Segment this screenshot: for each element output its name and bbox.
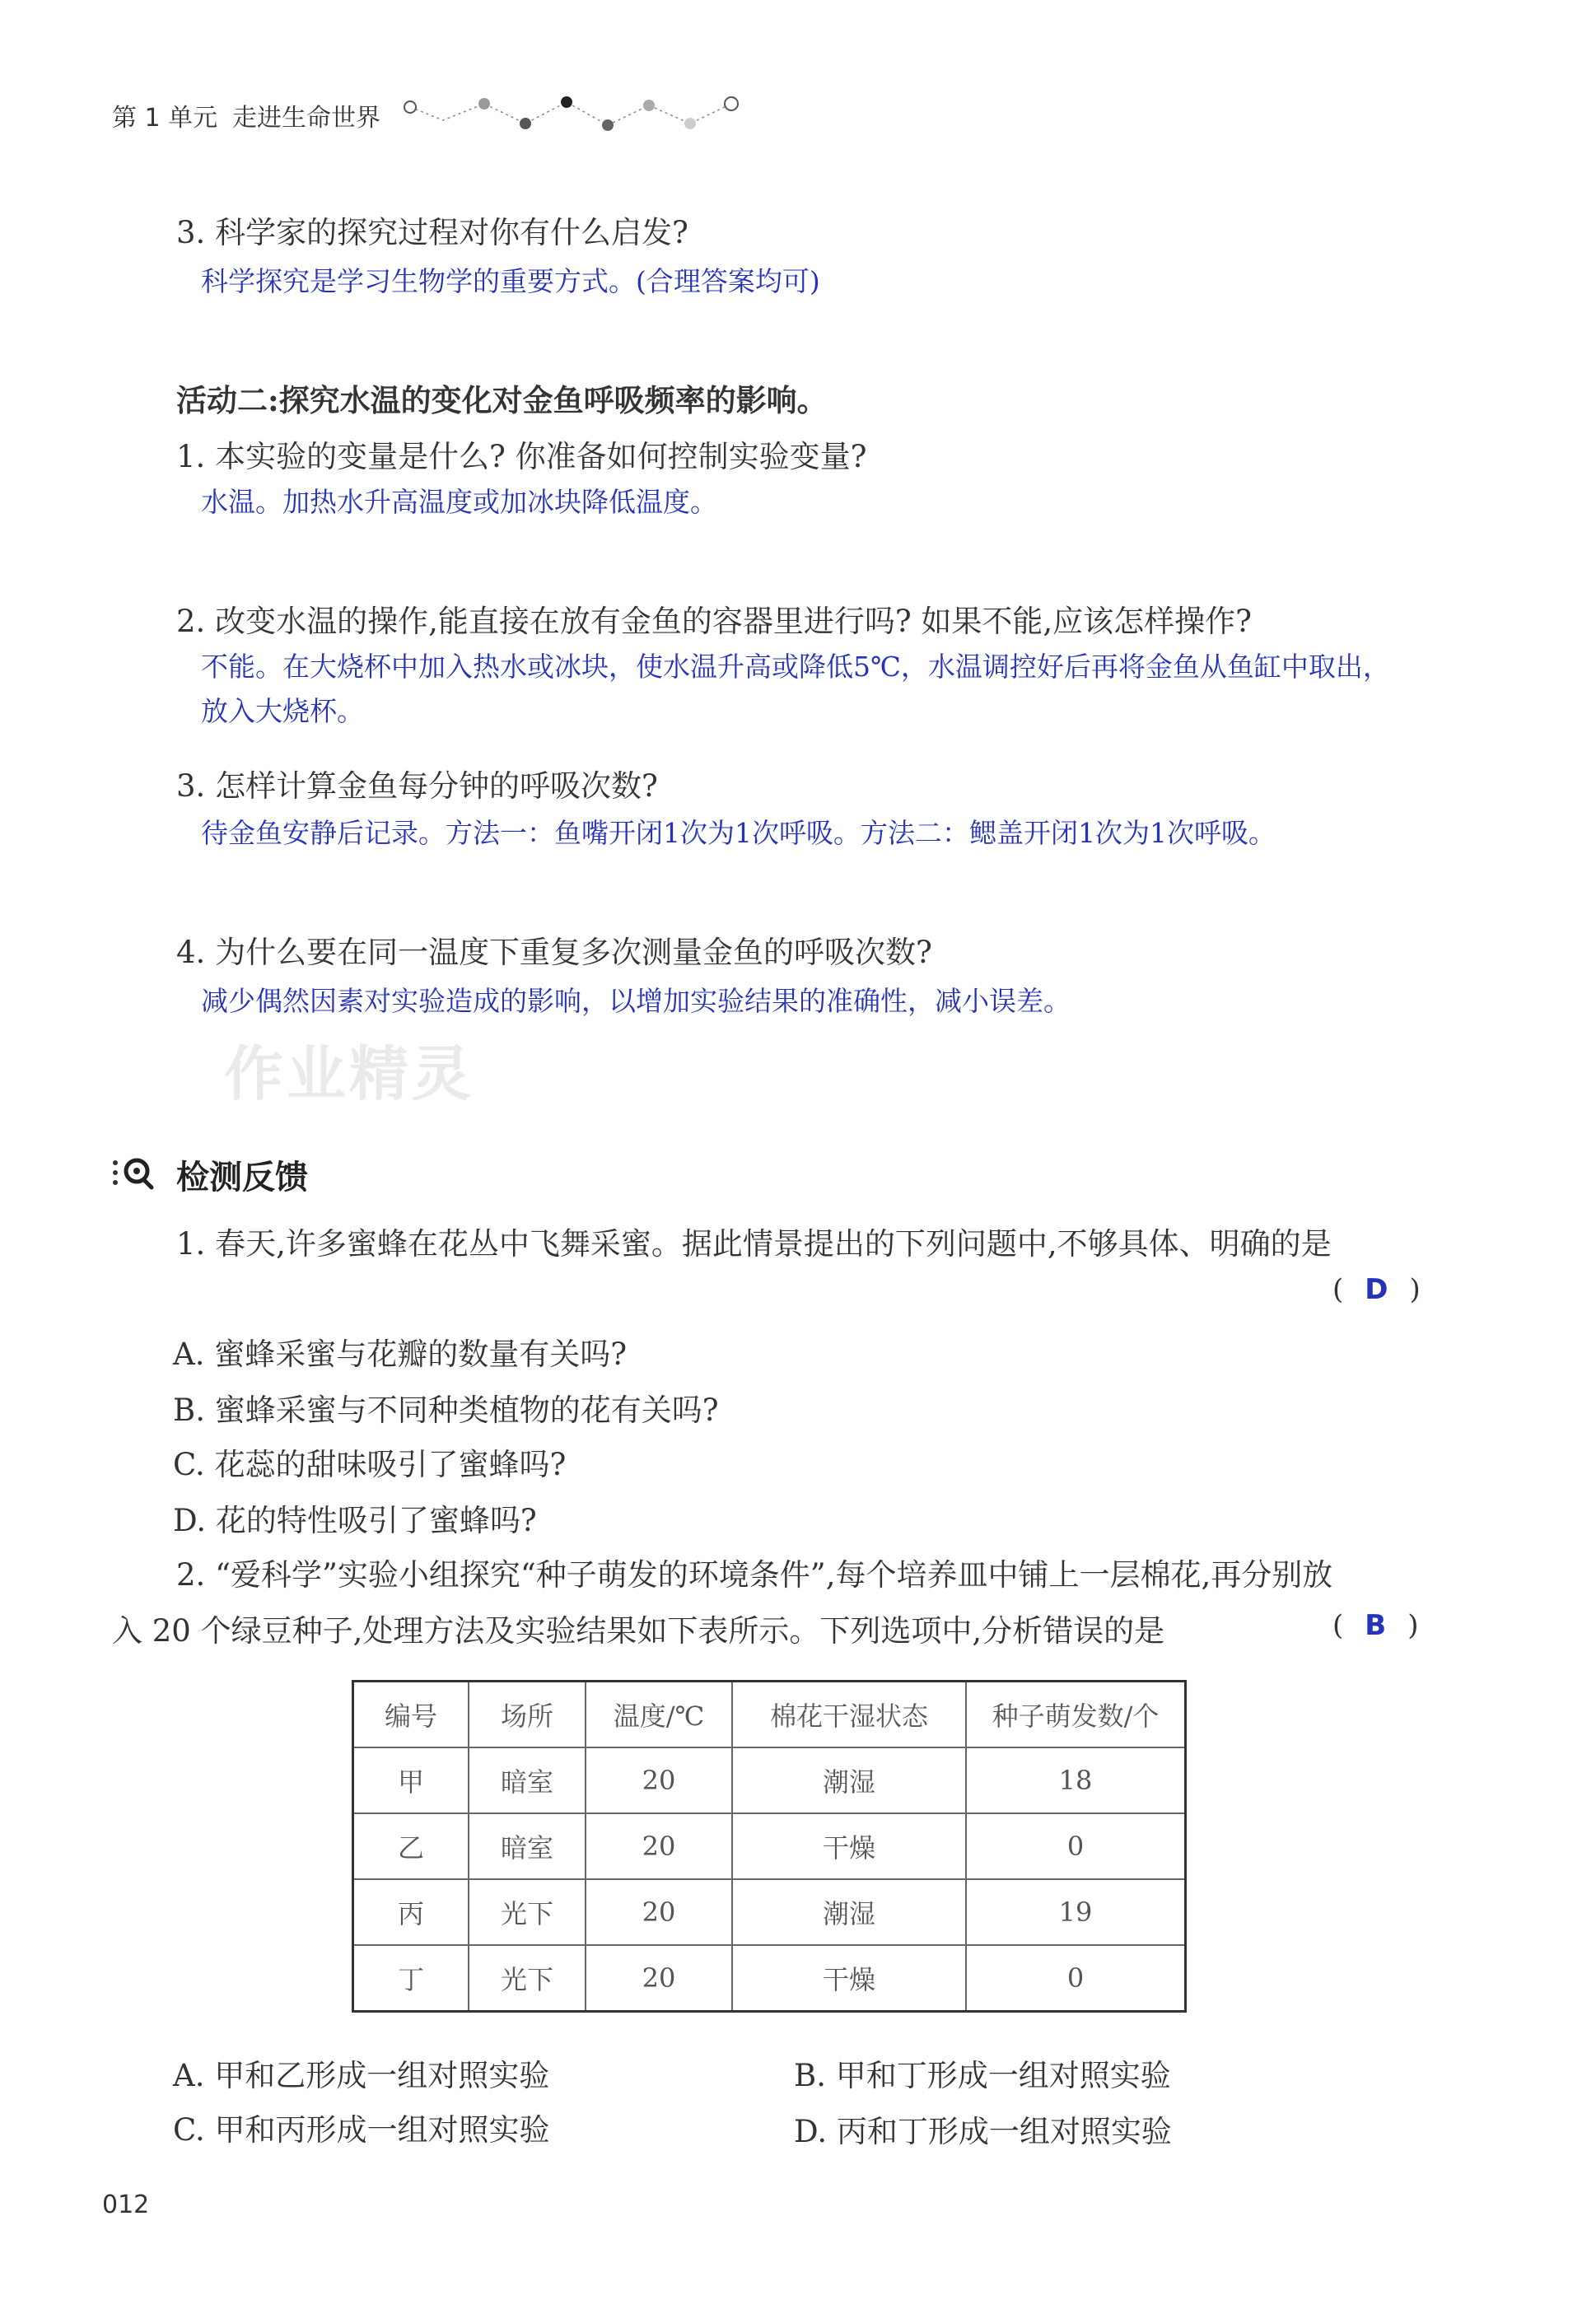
table-cell: 暗室 xyxy=(469,1813,586,1879)
activity-title: 活动二:探究水温的变化对金鱼呼吸频率的影响。 xyxy=(176,382,828,418)
question-text: 1. 本实验的变量是什么? 你准备如何控制实验变量? xyxy=(176,439,867,474)
experiment-table xyxy=(352,1680,1187,2013)
answer-text: 不能。在大烧杯中加入热水或冰块，使水温升高或降低5℃，水温调控好后再将金鱼从鱼缸中取出， xyxy=(201,651,1390,683)
table-row xyxy=(353,1945,1186,2012)
question-text: 4. 为什么要在同一温度下重复多次测量金鱼的呼吸次数? xyxy=(176,935,932,970)
table-cell: 19 xyxy=(966,1879,1186,1945)
table-cell: 潮湿 xyxy=(732,1747,966,1813)
answer-letter: B xyxy=(1365,1609,1387,1642)
table-header-row xyxy=(353,1682,1186,1748)
option-d: D. 花的特性吸引了蜜蜂吗? xyxy=(173,1503,537,1538)
table-cell: 0 xyxy=(966,1813,1186,1879)
table-cell: 暗室 xyxy=(469,1747,586,1813)
page-number: 012 xyxy=(102,2190,150,2219)
table-cell: 18 xyxy=(966,1747,1186,1813)
option-b: B. 蜜蜂采蜜与不同种类植物的花有关吗? xyxy=(173,1393,719,1428)
question-text: 入 20 个绿豆种子,处理方法及实验结果如下表所示。下列选项中,分析错误的是 xyxy=(112,1613,1165,1649)
table-row xyxy=(353,1879,1186,1945)
option-a: A. 甲和乙形成一组对照实验 xyxy=(173,2058,550,2093)
option-c: C. 甲和丙形成一组对照实验 xyxy=(173,2112,550,2148)
table-cell: 干燥 xyxy=(732,1945,966,2012)
table-cell: 20 xyxy=(586,1879,732,1945)
magnifier-icon xyxy=(110,1151,160,1192)
table-cell: 20 xyxy=(586,1747,732,1813)
question-text: 3. 科学家的探究过程对你有什么启发? xyxy=(176,215,688,250)
question-text: 2. “爱科学”实验小组探究“种子萌发的环境条件”,每个培养皿中铺上一层棉花,再分别放 xyxy=(176,1557,1333,1593)
answer-text: 待金鱼安静后记录。方法一：鱼嘴开闭1次为1次呼吸。方法二：鳃盖开闭1次为1次呼吸。 xyxy=(201,817,1276,849)
table-header-cell: 场所 xyxy=(469,1682,586,1748)
answer-text: 放入大烧杯。 xyxy=(201,695,364,727)
answer-text: 科学探究是学习生物学的重要方式。(合理答案均可) xyxy=(201,265,820,297)
table-header-cell: 温度/℃ xyxy=(586,1682,732,1748)
question-text: 3. 怎样计算金鱼每分钟的呼吸次数? xyxy=(176,768,658,804)
table-cell: 20 xyxy=(586,1945,732,2012)
option-b: B. 甲和丁形成一组对照实验 xyxy=(794,2058,1171,2093)
table-cell: 甲 xyxy=(353,1747,469,1813)
table-header-cell: 种子萌发数/个 xyxy=(966,1682,1186,1748)
answer-text: 减少偶然因素对实验造成的影响，以增加实验结果的准确性，减小误差。 xyxy=(201,985,1071,1017)
answer-text: 水温。加热水升高温度或加冰块降低温度。 xyxy=(201,486,717,518)
option-d: D. 丙和丁形成一组对照实验 xyxy=(794,2114,1172,2149)
table-cell: 潮湿 xyxy=(732,1879,966,1945)
table-cell: 干燥 xyxy=(732,1813,966,1879)
answer-bracket: ( B ) xyxy=(1332,1609,1419,1642)
unit-label: 第 1 单元 xyxy=(112,104,218,133)
unit-title: 走进生命世界 xyxy=(232,104,380,133)
table-cell: 光下 xyxy=(469,1879,586,1945)
option-a: A. 蜜蜂采蜜与花瓣的数量有关吗? xyxy=(173,1337,628,1372)
table-header-cell: 编号 xyxy=(353,1682,469,1748)
watermark: 作业精灵 xyxy=(224,1039,475,1108)
table-header-cell: 棉花干湿状态 xyxy=(732,1682,966,1748)
header-dots-decoration xyxy=(402,89,748,138)
table-cell: 乙 xyxy=(353,1813,469,1879)
table-row xyxy=(353,1813,1186,1879)
question-text: 2. 改变水温的操作,能直接在放有金鱼的容器里进行吗? 如果不能,应该怎样操作? xyxy=(176,604,1253,639)
answer-letter: D xyxy=(1365,1273,1388,1306)
option-c: C. 花蕊的甜味吸引了蜜蜂吗? xyxy=(173,1447,567,1482)
table-cell: 20 xyxy=(586,1813,732,1879)
table-cell: 丙 xyxy=(353,1879,469,1945)
table-cell: 光下 xyxy=(469,1945,586,2012)
question-text: 1. 春天,许多蜜蜂在花丛中飞舞采蜜。据此情景提出的下列问题中,不够具体、明确的是 xyxy=(176,1226,1332,1262)
table-row xyxy=(353,1747,1186,1813)
answer-bracket: ( D ) xyxy=(1332,1273,1421,1306)
section-title: 检测反馈 xyxy=(176,1159,308,1197)
table-cell: 0 xyxy=(966,1945,1186,2012)
table-cell: 丁 xyxy=(353,1945,469,2012)
